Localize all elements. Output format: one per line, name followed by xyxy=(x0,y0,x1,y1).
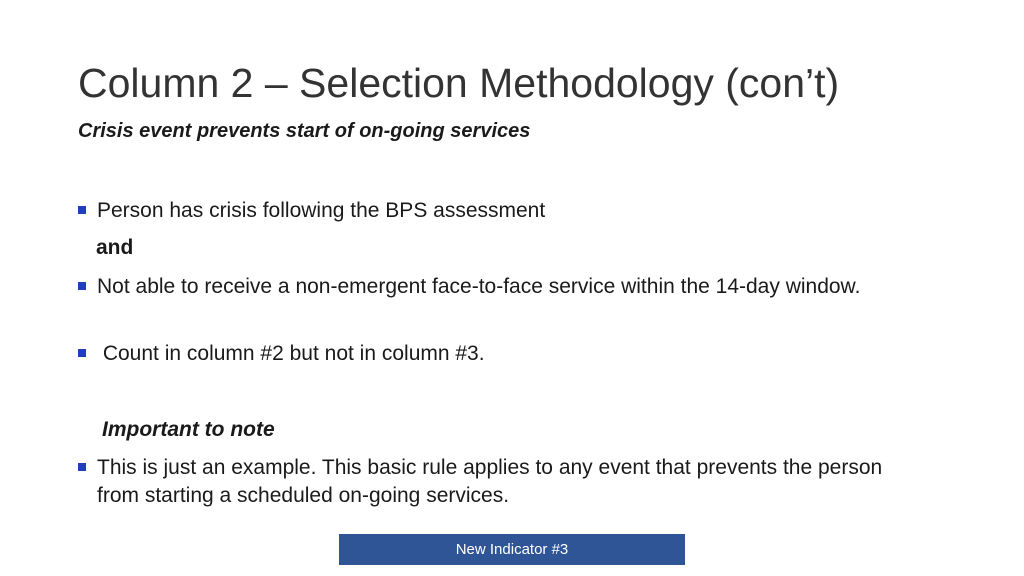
bullet-item-4 xyxy=(78,454,897,510)
note-heading: Important to note xyxy=(102,418,275,441)
bullet-item-1 xyxy=(78,197,897,225)
bullet-text: This is just an example. This basic rule applies to any event that prevents the person from starting a scheduled on-going services. xyxy=(97,456,883,507)
square-bullet-icon xyxy=(78,206,86,214)
bullet-item-3 xyxy=(78,340,897,368)
bullet-text: Person has crisis following the BPS assessment xyxy=(97,199,546,222)
bullet-text: Not able to receive a non-emergent face-to-face service within the 14-day window. xyxy=(97,275,861,298)
bullet-item-2 xyxy=(78,273,897,301)
slide-subtitle: Crisis event prevents start of on-going services xyxy=(78,120,531,142)
square-bullet-icon xyxy=(78,282,86,290)
square-bullet-icon xyxy=(78,349,86,357)
square-bullet-icon xyxy=(78,463,86,471)
bullet-text: Count in column #2 but not in column #3. xyxy=(97,342,485,365)
slide-title: Column 2 – Selection Methodology (con’t) xyxy=(78,60,840,106)
footer-indicator-label: New Indicator #3 xyxy=(339,534,685,565)
connector-text: and xyxy=(96,236,134,259)
